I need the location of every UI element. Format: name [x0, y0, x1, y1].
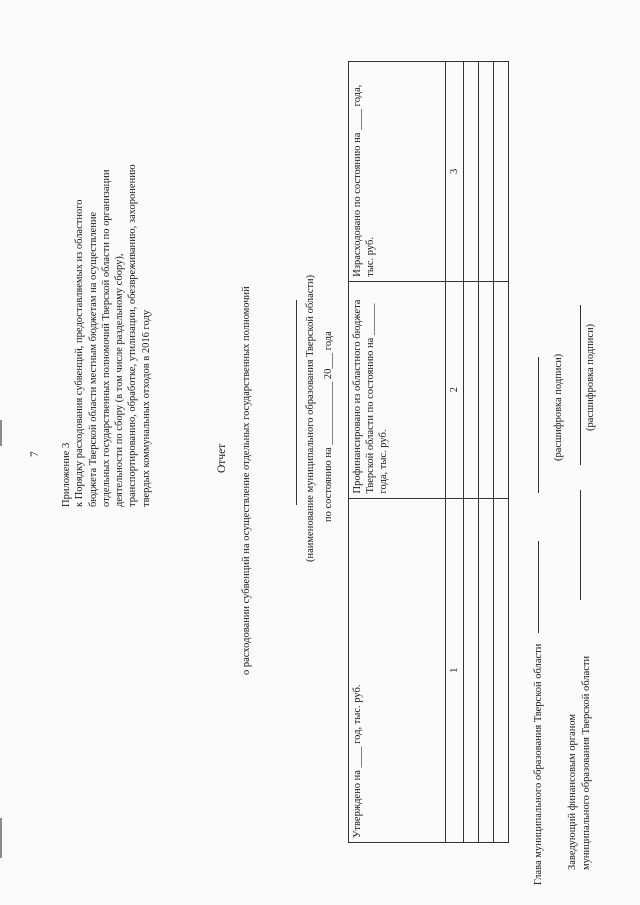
head-signature-caption: (расшифровка подписи) — [553, 353, 564, 461]
report-table — [348, 61, 509, 843]
table-cell — [464, 62, 479, 282]
table-row — [479, 62, 494, 843]
table-cell — [494, 281, 509, 498]
head-signature-label: Глава муниципального образования Тверской области — [533, 643, 544, 885]
appendix-title: Приложение 3 — [61, 442, 72, 507]
head-signature-line — [538, 541, 539, 633]
table-header-cell: Израсходовано по состоянию на ____ года, тыс. руб. — [349, 62, 446, 282]
table-cell — [479, 281, 494, 498]
table-cell — [464, 281, 479, 498]
appendix-line: к Порядку расходования субвенций, предоставляемых из областного — [74, 199, 86, 507]
table-cell — [494, 62, 509, 282]
table-cell — [479, 62, 494, 282]
head-name-line — [538, 357, 539, 493]
finance-signature-line — [580, 490, 581, 600]
table-cell — [494, 498, 509, 842]
table-row — [464, 62, 479, 843]
appendix-block — [60, 7, 153, 507]
table-number-cell: 3 — [446, 62, 464, 282]
as-of-line: по состоянию на ____________ 20___ года — [323, 331, 334, 522]
table-row — [494, 62, 509, 843]
table-header-cell: Утверждено на ____ год, тыс. руб. — [349, 498, 446, 842]
table-cell — [464, 498, 479, 842]
finance-signature-label: муниципального образования Тверской области — [581, 655, 592, 870]
table-number-cell: 2 — [446, 281, 464, 498]
municipality-line — [296, 300, 297, 505]
table-number-row — [446, 62, 464, 843]
table-cell — [479, 498, 494, 842]
report-subheading: о расходовании субвенций на осуществление отдельных государственных полномочий — [241, 286, 252, 675]
finance-signature-caption: (расшифровка подписи) — [585, 323, 596, 431]
appendix-line: бюджета Тверской области местным бюджетам на осуществление — [87, 211, 99, 507]
finance-name-line — [580, 305, 581, 465]
appendix-line: транспортированию, обработке, утилизации, обезвреживанию, захоронению — [127, 164, 139, 507]
appendix-line: отдельных государственных полномочий Тверской области по организации — [100, 169, 112, 507]
appendix-line: деятельности по сбору (в том числе раздельному сбору), — [114, 253, 126, 507]
municipality-caption: (наименование муниципального образования Тверской области) — [305, 274, 316, 562]
report-heading: Отчет — [216, 443, 228, 473]
finance-signature-label: Заведующий финансовым органом — [567, 713, 578, 870]
table-header-row — [349, 62, 446, 843]
table-number-cell: 1 — [446, 498, 464, 842]
table-header-cell: Профинансировано из областного бюджета Тверской области по состоянию на ______ года, тыс. руб. — [349, 281, 446, 498]
page-number: 7 — [29, 451, 41, 457]
appendix-line: твердых коммунальных отходов в 2016 году — [140, 309, 152, 507]
